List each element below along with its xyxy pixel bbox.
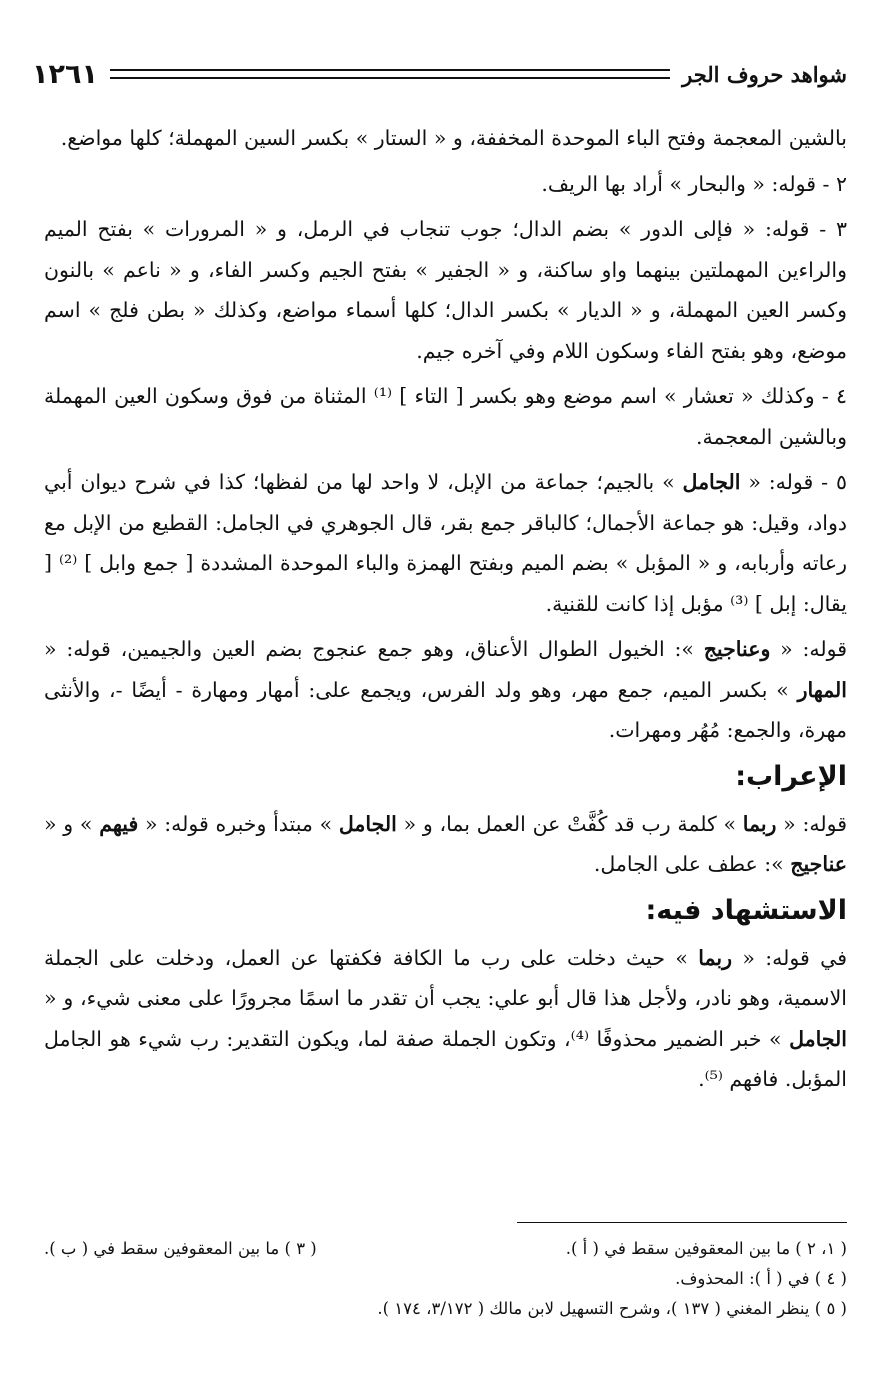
footnote-5: ( ٥ ) ينظر المغني ( ١٣٧ )، وشرح التسهيل لابن مالك ( ٣/١٧٢، ١٧٤ ).: [377, 1299, 847, 1318]
paragraph-1: بالشين المعجمة وفتح الباء الموحدة المخففة، و « الستار » بكسر السين المهملة؛ كلها مواضع.: [60, 126, 847, 150]
p6-mid: »: الخيول الطوال الأعناق، وهو جمع عنجوج بضم العين والجيمين، قوله: «: [44, 637, 704, 661]
p6-rest: » بكسر الميم، جمع مهر، وهو ولد الفرس، ويجمع على: أمهار ومهارة - أيضًا -، والأنثى مهرة، والجمع: مُهُر ومهرات.: [44, 677, 847, 742]
paragraph-6: [44, 629, 847, 751]
footnote-3: ( ٣ ) ما بين المعقوفين سقط في ( ب ).: [44, 1239, 317, 1258]
paragraph-irab: [44, 804, 847, 885]
irab-bold-2: الجامل: [338, 811, 397, 836]
heading-irab: الإعراب:: [735, 760, 847, 792]
header-double-rule: [110, 69, 670, 79]
irab-bold-4: عناجيج: [790, 852, 847, 876]
footnote-4: ( ٤ ) في ( أ ): المحذوف.: [675, 1269, 847, 1288]
istishhad-lead: في قوله: «: [731, 945, 847, 970]
p6-lead: قوله: «: [770, 637, 847, 661]
page-number: ١٢٦١: [32, 58, 98, 90]
irab-lead: قوله: «: [776, 811, 847, 836]
p5-rest: » بالجيم؛ جماعة من الإبل، لا واحد لها من لفظها؛ كذا في شرح ديوان أبي دواد، وقيل: هو جماعة الأجمال؛ كالباقر جمع بقر، قال الجوهري في الجامل: القطيع من الإبل مع رعاته وأربابه، و « المؤبل » بضم الميم وبفتح الهمزة والباء الموحدة المشددة [ جمع وابل ] ⁽²⁾ [ يقال: إبل ] ⁽³⁾ مؤبل إذا كانت للقنية.: [44, 470, 847, 616]
paragraph-istishhad: [44, 938, 847, 1100]
irab-mid-1: » كلمة رب قد كُفَّتْ عن العمل بما، و «: [396, 811, 743, 836]
irab-mid-3: » و «: [44, 811, 100, 836]
heading-istishhad: الاستشهاد فيه:: [645, 894, 847, 926]
footnote-1-2: ( ١، ٢ ) ما بين المعقوفين سقط في ( أ ).: [565, 1239, 847, 1258]
istishhad-bold-2: الجامل: [789, 1026, 847, 1051]
irab-bold-3: فيهم: [99, 811, 139, 836]
p5-lead: ٥ - قوله: «: [740, 470, 847, 494]
page-header: [32, 52, 847, 96]
p5-bold-term: الجامل: [682, 470, 741, 494]
irab-bold-1: ربما: [742, 811, 777, 836]
paragraph-5: [44, 462, 847, 624]
paragraph-4: ٤ - وكذلك « تعشار » اسم موضع وهو بكسر [ التاء ] ⁽¹⁾ المثناة من فوق وسكون العين المهملة وبالشين المعجمة.: [44, 384, 848, 449]
irab-rest: »: عطف على الجامل.: [593, 852, 791, 876]
paragraph-3: ٣ - قوله: « فإلى الدور » بضم الدال؛ جوب تنجاب في الرمل، و « المرورات » بفتح الميم والراءين المهملتين بينهما واو ساكنة، و « الجفير » بفتح الجيم وكسر الفاء، و « ناعم » بالنون وكسر العين المهملة، و « الديار » بكسر الدال؛ كلها أسماء مواضع، وكذلك « بطن فلج » اسم موضع، وهو بفتح الفاء وسكون اللام وفي آخره جيم.: [44, 217, 847, 363]
istishhad-bold-1: ربما: [698, 945, 732, 970]
footnotes: [44, 1234, 847, 1324]
footnote-separator: [517, 1222, 847, 1223]
footnote-row-1: [44, 1234, 847, 1264]
istishhad-rest: » خبر الضمير محذوفًا ⁽⁴⁾، وتكون الجملة صفة لما، ويكون التقدير: رب شيء هو الجامل المؤبل. فافهم ⁽⁵⁾.: [44, 1026, 847, 1091]
running-title: شواهد حروف الجر: [682, 61, 847, 87]
paragraph-2: ٢ - قوله: « والبحار » أراد بها الريف.: [541, 171, 847, 196]
main-text: [44, 118, 847, 1105]
p6-bold-term-1: وعناجيج: [703, 637, 771, 661]
p6-bold-term-2: المهار: [797, 677, 847, 702]
irab-mid-2: » مبتدأ وخبره قوله: «: [138, 811, 339, 836]
istishhad-mid-1: » حيث دخلت على رب ما الكافة فكفتها عن العمل، ودخلت على الجملة الاسمية، وهو نادر، ولأجل هذا قال أبو علي: يجب أن تقدر ما اسمًا مجرورًا على معنى شيء، و «: [44, 945, 847, 1010]
